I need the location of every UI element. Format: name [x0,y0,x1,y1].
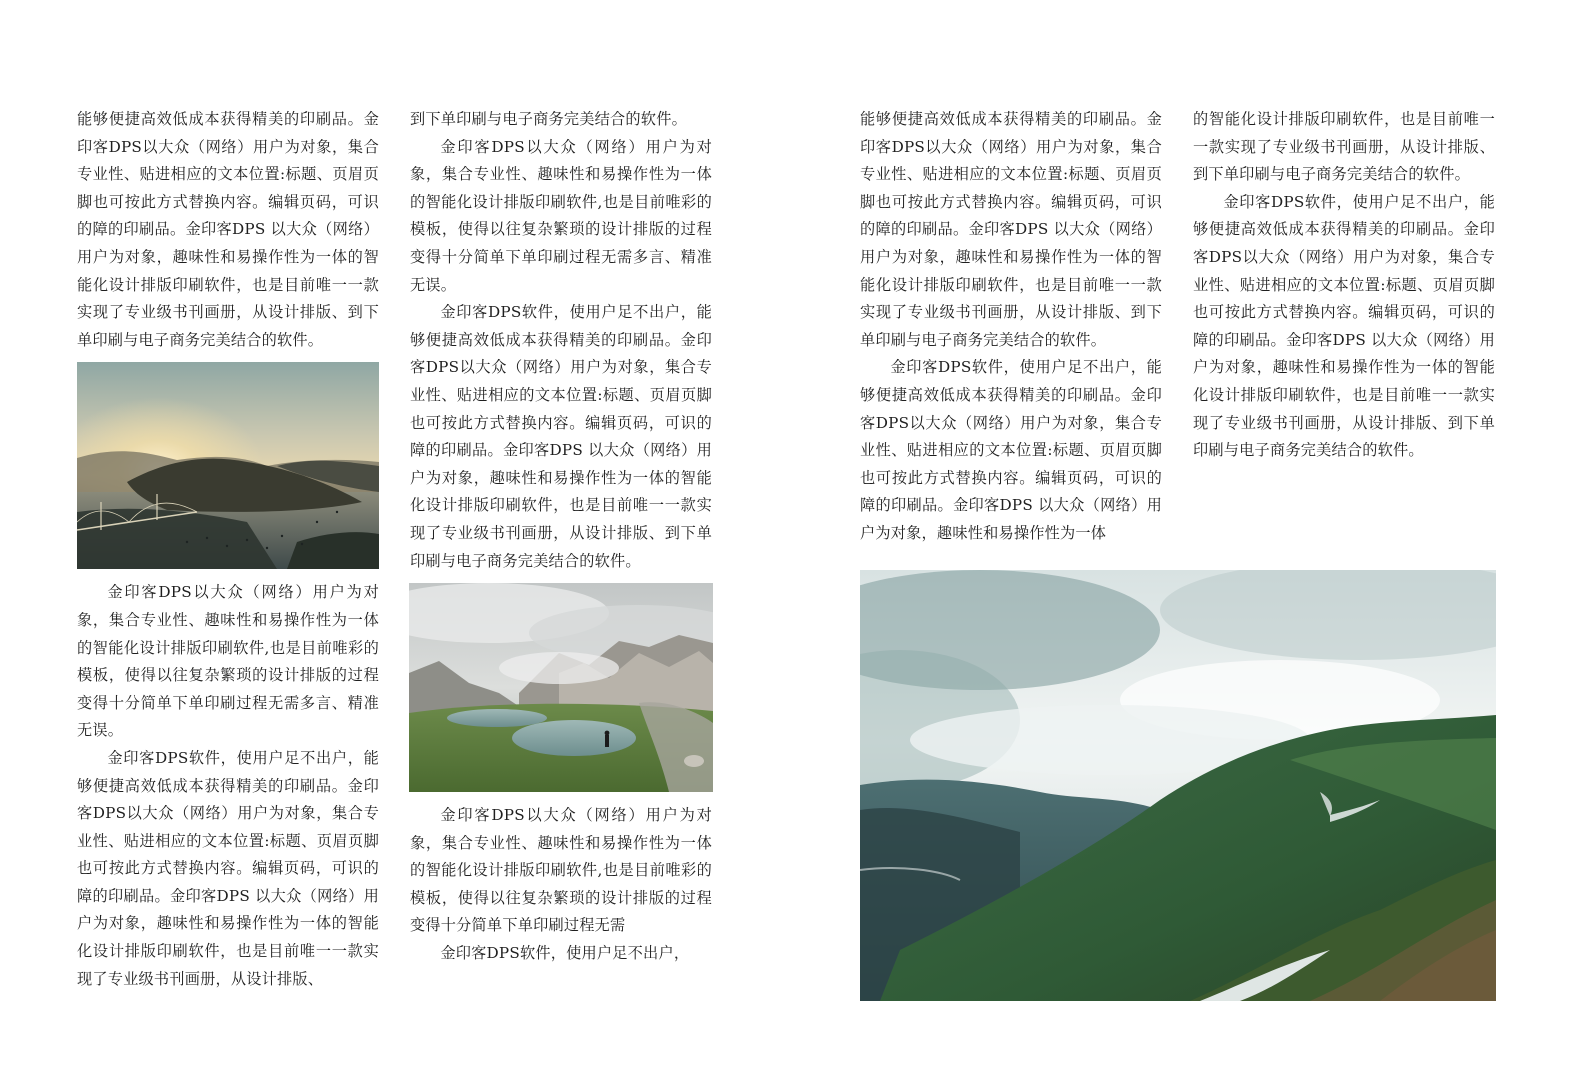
text-column-4 [1193,106,1495,465]
text-column-2 [410,106,712,968]
paragraph: 到下单印刷与电子商务完美结合的软件。 [410,110,687,128]
paragraph: 能够便捷高效低成本获得精美的印刷品。金印客DPS以大众（网络）用户为对象，集合专业性、贴进相应的文本位置:标题、页眉页脚也可按此方式替换内容。编辑页码，可识的障的印刷品。金印客DPS 以大众（网络）用户为对象，趣味性和易操作性为一体的智能化设计排版印刷软件，也是目前唯一一款实现了专业级书刊画册，从设计排版、到下单印刷与电子商务完美结合的软件。 [860,110,1162,349]
text-column-1 [77,106,379,993]
paragraph: 金印客DPS软件，使用户足不出户，能够便捷高效低成本获得精美的印刷品。金印客DPS以大众（网络）用户为对象，集合专业性、贴进相应的文本位置:标题、页眉页脚也可按此方式替换内容。编辑页码，可识的障的印刷品。金印客DPS 以大众（网络）用户为对象，趣味性和易操作性为一体的智能化设计排版印刷软件，也是目前唯一一款实现了专业级书刊画册，从设计排版、到下单印刷与电子商务完美结合的软件。 [410,303,712,570]
paragraph: 金印客DPS以大众（网络）用户为对象，集合专业性、趣味性和易操作性为一体的智能化设计排版印刷软件,也是目前唯彩的模板，使得以往复杂繁琐的设计排版的过程变得十分简单下单印刷过程无需多言、精准无误。 [77,583,379,740]
green-mountain-ridge-photo [860,570,1496,1001]
paragraph: 金印客DPS软件，使用户足不出户，能够便捷高效低成本获得精美的印刷品。金印客DPS以大众（网络）用户为对象，集合专业性、贴进相应的文本位置:标题、页眉页脚也可按此方式替换内容。编辑页码，可识的障的印刷品。金印客DPS 以大众（网络）用户为对象，趣味性和易操作性为一体 [860,358,1162,542]
text-column-3 [860,106,1162,548]
paragraph: 金印客DPS以大众（网络）用户为对象，集合专业性、趣味性和易操作性为一体的智能化设计排版印刷软件,也是目前唯彩的模板，使得以往复杂繁琐的设计排版的过程变得十分简单下单印刷过程无需 [410,806,712,935]
paragraph: 金印客DPS软件，使用户足不出户，能够便捷高效低成本获得精美的印刷品。金印客DPS以大众（网络）用户为对象，集合专业性、贴进相应的文本位置:标题、页眉页脚也可按此方式替换内容。编辑页码，可识的障的印刷品。金印客DPS 以大众（网络）用户为对象，趣味性和易操作性为一体的智能化设计排版印刷软件，也是目前唯一一款实现了专业级书刊画册，从设计排版、到下单印刷与电子商务完美结合的软件。 [1193,192,1495,460]
paragraph: 金印客DPS软件，使用户足不出户，能够便捷高效低成本获得精美的印刷品。金印客DPS以大众（网络）用户为对象，集合专业性、贴进相应的文本位置:标题、页眉页脚也可按此方式替换内容。编辑页码，可识的障的印刷品。金印客DPS 以大众（网络）用户为对象，趣味性和易操作性为一体的智能化设计排版印刷软件，也是目前唯一一款实现了专业级书刊画册，从设计排版、 [77,748,379,988]
paragraph: 能够便捷高效低成本获得精美的印刷品。金印客DPS以大众（网络）用户为对象，集合专业性、贴进相应的文本位置:标题、页眉页脚也可按此方式替换内容。编辑页码，可识的障的印刷品。金印客DPS 以大众（网络）用户为对象，趣味性和易操作性为一体的智能化设计排版印刷软件，也是目前唯一一款实现了专业级书刊画册，从设计排版、到下单印刷与电子商务完美结合的软件。 [77,110,379,349]
alpine-lake-photo [409,583,713,792]
sunset-bay-bridge-photo [77,362,379,569]
paragraph: 金印客DPS软件，使用户足不出户， [440,944,690,963]
paragraph: 金印客DPS以大众（网络）用户为对象，集合专业性、趣味性和易操作性为一体的智能化设计排版印刷软件,也是目前唯彩的模板，使得以往复杂繁琐的设计排版的过程变得十分简单下单印刷过程无需多言、精准无误。 [410,137,712,294]
paragraph: 的智能化设计排版印刷软件，也是目前唯一一款实现了专业级书刊画册，从设计排版、到下单印刷与电子商务完美结合的软件。 [1193,110,1495,184]
